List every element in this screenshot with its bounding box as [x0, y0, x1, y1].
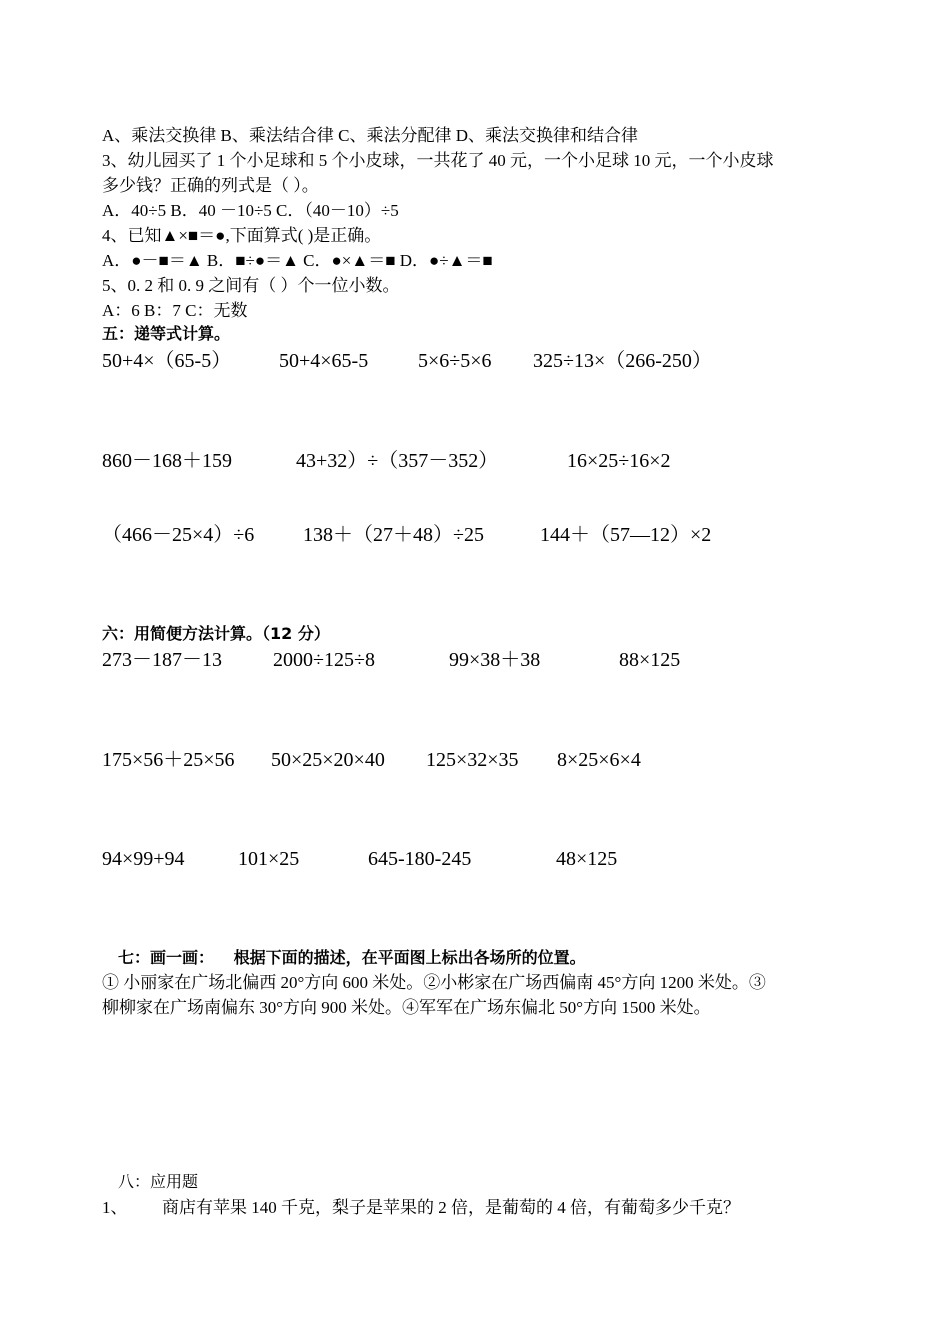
s5-r2-expr2: 43+32）÷（357－352） [296, 450, 499, 472]
s6-r1-expr2: 2000÷125÷8 [273, 649, 375, 671]
s6-r3-expr4: 48×125 [556, 848, 618, 870]
section7-line2: 柳柳家在广场南偏东 30°方向 900 米处。④军军在广场东偏北 50°方向 1500 米处。 [102, 998, 711, 1017]
s5-r1-expr3: 5×6÷5×6 [418, 350, 492, 372]
section7-title-prefix: 七：画一画： [118, 948, 215, 967]
q5-options: A：6 B：7 C：无数 [102, 301, 248, 320]
s5-r1-expr2: 50+4×65-5 [279, 350, 369, 372]
section7-title [118, 950, 586, 966]
q2-options: A、乘法交换律 B、乘法结合律 C、乘法分配律 D、乘法交换律和结合律 [102, 126, 638, 145]
q4-options: A．●－■＝▲ B．■÷●＝▲ C．●×▲＝■ D．●÷▲＝■ [102, 251, 493, 270]
section7-title-text: 根据下面的描述，在平面图上标出各场所的位置。 [233, 948, 586, 967]
q5-stem: 5、0. 2 和 0. 9 之间有（ ）个一位小数。 [102, 276, 400, 295]
section5-title: 五：递等式计算。 [102, 324, 231, 343]
s6-r2-expr2: 50×25×20×40 [271, 749, 385, 771]
q3-stem-line2: 多少钱？正确的列式是（ ）。 [102, 176, 319, 195]
s5-r1-expr1: 50+4×（65-5） [102, 350, 232, 372]
s5-r1-expr4: 325÷13×（266-250） [533, 350, 712, 372]
section6-title [102, 626, 330, 642]
s6-r1-expr3: 99×38＋38 [449, 649, 541, 671]
section8-q1-text: 商店有苹果 140 千克，梨子是苹果的 2 倍，是葡萄的 4 倍，有葡萄多少千克？ [162, 1198, 740, 1217]
s6-r1-expr1: 273－187－13 [102, 649, 222, 671]
s6-r2-expr4: 8×25×6×4 [557, 749, 641, 771]
s6-r2-expr3: 125×32×35 [426, 749, 519, 771]
s5-r2-expr1: 860－168＋159 [102, 450, 232, 472]
section8-q1-number: 1、 [102, 1198, 128, 1217]
q3-options: A．40÷5 B．40 －10÷5 C．（40－10）÷5 [102, 201, 399, 220]
s5-r3-expr1: （466－25×4）÷6 [102, 524, 255, 546]
s6-r2-expr1: 175×56＋25×56 [102, 749, 235, 771]
section8-q1 [102, 1199, 740, 1216]
s5-r2-expr3: 16×25÷16×2 [567, 450, 671, 472]
s6-r3-expr2: 101×25 [238, 848, 300, 870]
section7-line1: ① 小丽家在广场北偏西 20°方向 600 米处。②小彬家在广场西偏南 45°方向 1200 米处。③ [102, 973, 766, 992]
s6-r1-expr4: 88×125 [619, 649, 681, 671]
q3-stem-line1: 3、幼儿园买了 1 个小足球和 5 个小皮球，一共花了 40 元，一个小足球 10 元，一个小皮球 [102, 151, 774, 170]
s5-r3-expr2: 138＋（27＋48）÷25 [303, 524, 484, 546]
s5-r3-expr3: 144＋（57—12）×2 [540, 524, 712, 546]
section6-title-text: 六：用简便方法计算。（12 分） [102, 624, 330, 643]
section8-title: 八：应用题 [118, 1172, 199, 1191]
q4-stem: 4、已知▲×■＝●,下面算式( )是正确。 [102, 226, 382, 245]
s6-r3-expr3: 645-180-245 [368, 848, 472, 870]
s6-r3-expr1: 94×99+94 [102, 848, 185, 870]
